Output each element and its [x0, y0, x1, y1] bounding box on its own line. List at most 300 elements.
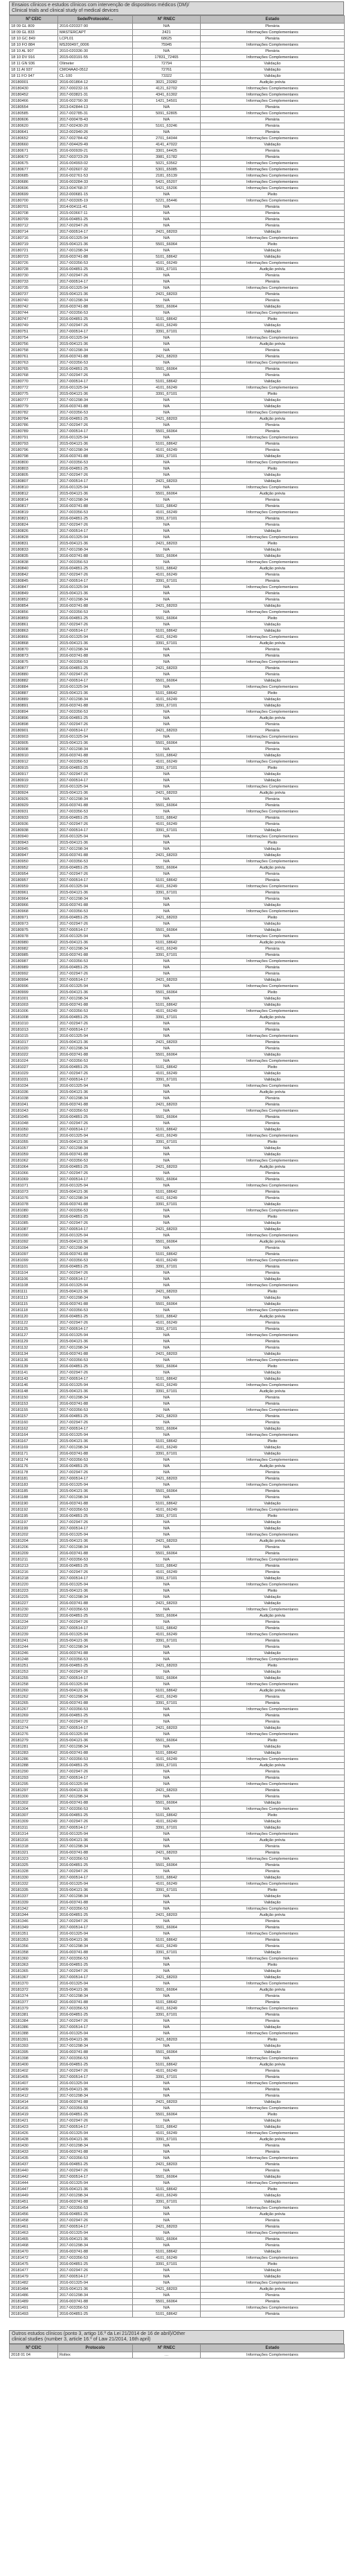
cell-rnec: N/A: [133, 1794, 201, 1800]
cell-protocol: 2017-002947-26: [58, 1570, 133, 1576]
cell-rnec: N/A: [133, 1900, 201, 1906]
cell-ceic: 20181097: [10, 1252, 58, 1258]
cell-protocol: 2017-001298-34: [58, 1245, 133, 1252]
cell-ceic: 20180817: [10, 504, 58, 510]
cell-rnec: 2421_68203: [133, 1725, 201, 1732]
cell-ceic: 18 11 GN 936: [10, 61, 58, 67]
cell-rnec: 5421_65206: [133, 186, 201, 192]
cell-ceic: 20180696: [10, 186, 58, 192]
table-row: [10, 1856, 345, 1863]
cell-rnec: N/A: [133, 223, 201, 229]
cell-ceic: 20181171: [10, 1451, 58, 1457]
cell-ceic: 20181346: [10, 1919, 58, 1925]
cell-protocol: CMO4AA0-0512: [58, 67, 133, 73]
cell-rnec: N/A: [133, 217, 201, 223]
cell-status: Plenária: [201, 2068, 345, 2075]
cell-status: Validação: [201, 778, 345, 784]
cell-status: Plenária: [201, 1850, 345, 1856]
table-row: [10, 1663, 345, 1669]
table-row: [10, 1950, 345, 1956]
cell-rnec: 2421_68203: [133, 1040, 201, 1046]
table-row: [10, 1326, 345, 1333]
cell-ceic: 20181475: [10, 2262, 58, 2268]
cell-rnec: 3391_67101: [133, 1825, 201, 1831]
table-row: [10, 142, 345, 148]
table-row: [10, 2305, 345, 2311]
cell-protocol: 2017-002947-26: [58, 223, 133, 229]
cell-ceic: 20181414: [10, 2099, 58, 2106]
table-row: [10, 1407, 345, 1414]
cell-ceic: 20181038: [10, 1096, 58, 1102]
table-row: [10, 1838, 345, 1844]
cell-rnec: 4101_66249: [133, 1445, 201, 1451]
cell-status: Validação: [201, 1071, 345, 1077]
cell-status: Validação: [201, 1725, 345, 1732]
cell-protocol: 2017-002947-26: [58, 1320, 133, 1326]
cell-protocol: 2016-001325-94: [58, 984, 133, 990]
cell-status: Informações Complementares: [201, 136, 345, 142]
cell-status: Plenária: [201, 1326, 345, 1333]
cell-protocol: 2016-003741-88: [58, 952, 133, 959]
table-row: [10, 634, 345, 641]
table-row: [10, 778, 345, 784]
cell-status: Informações Complementares: [201, 809, 345, 815]
cell-status: Informações Complementares: [201, 610, 345, 616]
cell-ceic: 20181031: [10, 1077, 58, 1083]
cell-ceic: 20180919: [10, 778, 58, 784]
cell-ceic: 20180978: [10, 934, 58, 940]
cell-rnec: 2421_68203: [133, 666, 201, 672]
cell-protocol: 2017-002947-26: [58, 871, 133, 878]
cell-protocol: 2016-003741-88: [58, 2199, 133, 2205]
cell-protocol: 2017-001298-34: [58, 996, 133, 1002]
cell-protocol: 2015-004121-36: [58, 940, 133, 946]
cell-ceic: 20181260: [10, 1688, 58, 1694]
cell-ceic: 20181321: [10, 1850, 58, 1856]
table-row: [10, 73, 345, 80]
cell-status: Pleito: [201, 616, 345, 622]
cell-ceic: 20181304: [10, 1806, 58, 1813]
cell-status: Audição prévia: [201, 416, 345, 423]
cell-ceic: 20180719: [10, 242, 58, 248]
cell-status: Plenária: [201, 1794, 345, 1800]
cell-ceic: 20181188: [10, 1495, 58, 1501]
section2-title: [9, 2330, 344, 2344]
cell-status: Plenária: [201, 1993, 345, 2000]
cell-status: Validação: [201, 1750, 345, 1757]
cell-protocol: 2017-001298-34: [58, 348, 133, 354]
cell-ceic: 20180772: [10, 385, 58, 391]
cell-protocol: 2015-004121-36: [58, 691, 133, 697]
cell-status: Plenária: [201, 1937, 345, 1944]
cell-status: Validação: [201, 1601, 345, 1607]
cell-status: Validação: [201, 903, 345, 909]
cell-status: Plenária: [201, 1563, 345, 1570]
table-row: [10, 1283, 345, 1289]
cell-ceic: 20180775: [10, 391, 58, 398]
cell-ceic: 20181318: [10, 1844, 58, 1850]
cell-protocol: 2017-002947-26: [58, 2118, 133, 2124]
cell-protocol: 2016-001325-94: [58, 335, 133, 341]
cell-status: Informações Complementares: [201, 1258, 345, 1264]
table-row: [10, 285, 345, 292]
cell-ceic: 20180917: [10, 772, 58, 778]
table-row: [10, 722, 345, 728]
table-row: [10, 1520, 345, 1526]
cell-rnec: 2421_68203: [133, 1164, 201, 1171]
cell-status: Pleito: [201, 2037, 345, 2043]
cell-status: Plenária: [201, 348, 345, 354]
cell-ceic: 20180686: [10, 179, 58, 186]
cell-rnec: 5501_66064: [133, 1426, 201, 1432]
cell-ceic: 20181230: [10, 1607, 58, 1613]
cell-status: Informações Complementares: [201, 1383, 345, 1389]
cell-rnec: 4101_66249: [133, 1694, 201, 1700]
cell-rnec: 4101_66249: [133, 759, 201, 765]
cell-rnec: 5501_66064: [133, 1676, 201, 1682]
table-row: [10, 354, 345, 360]
cell-protocol: 2017-000514-17: [58, 429, 133, 435]
table-row: [10, 1588, 345, 1595]
cell-status: Informações Complementares: [201, 167, 345, 173]
cell-ceic: 20181265: [10, 1700, 58, 1707]
cell-protocol: 2016-003741-88: [58, 2149, 133, 2156]
cell-protocol: 2016-004851-25: [58, 1863, 133, 1869]
cell-protocol: 2017-001298-34: [58, 1196, 133, 1202]
table-row: [10, 784, 345, 790]
table-row: [10, 279, 345, 285]
cell-status: Audição prévia: [201, 491, 345, 497]
cell-rnec: 3391_67101: [133, 828, 201, 834]
cell-ceic: 20181066: [10, 1171, 58, 1177]
table-row: [10, 2174, 345, 2180]
cell-ceic: 20180779: [10, 404, 58, 410]
cell-rnec: N/A: [133, 2018, 201, 2025]
cell-protocol: 2017-001298-34: [58, 597, 133, 603]
cell-ceic: 20181099: [10, 1258, 58, 1264]
cell-status: Informações Complementares: [201, 1308, 345, 1314]
cell-ceic: 20180756: [10, 341, 58, 348]
cell-status: Informações Complementares: [201, 959, 345, 965]
cell-protocol: 2016-004851-25: [58, 2162, 133, 2168]
cell-status: Informações Complementares: [201, 585, 345, 591]
cell-protocol: 2017-000514-17: [58, 1825, 133, 1831]
cell-status: Plenária: [201, 1476, 345, 1482]
cell-protocol: 2016-001325-94: [58, 1931, 133, 1937]
cell-rnec: N/A: [133, 1906, 201, 1912]
cell-protocol: 2017-001298-34: [58, 298, 133, 304]
cell-status: Pleito: [201, 915, 345, 921]
cell-rnec: 5501_66064: [133, 1738, 201, 1744]
cell-rnec: N/A: [133, 1370, 201, 1376]
cell-rnec: 3391_67101: [133, 1202, 201, 1208]
table-row: [10, 659, 345, 666]
cell-status: Validação: [201, 996, 345, 1002]
cell-status: Pleito: [201, 1663, 345, 1669]
cell-protocol: 2013-042844-13: [58, 105, 133, 111]
cell-ceic: 20181379: [10, 2006, 58, 2012]
table-row: [10, 2137, 345, 2143]
table-row: [10, 123, 345, 130]
cell-protocol: 2017-001298-34: [58, 747, 133, 753]
cell-ceic: 20181365: [10, 1969, 58, 1975]
cell-rnec: 3391_67101: [133, 267, 201, 273]
cell-protocol: 2016-001325-94: [58, 485, 133, 491]
cell-protocol: 2017-000514-17: [58, 1227, 133, 1233]
table-row: [10, 684, 345, 691]
cell-protocol: 2016-003741-88: [58, 1700, 133, 1707]
cell-rnec: 2421_68203: [133, 416, 201, 423]
cell-rnec: N/A: [133, 921, 201, 927]
cell-rnec: 5101_68642: [133, 1563, 201, 1570]
cell-protocol: 2015-003667-11: [58, 211, 133, 217]
table-row: [10, 1887, 345, 1894]
cell-ceic: 20180936: [10, 821, 58, 828]
cell-status: Plenária: [201, 1121, 345, 1127]
cell-status: Informações Complementares: [201, 55, 345, 61]
table-row: [10, 304, 345, 310]
cell-status: Informações Complementares: [201, 198, 345, 204]
cell-ceic: 20180708: [10, 211, 58, 217]
table-row: [10, 1632, 345, 1638]
cell-rnec: 3391_67101: [133, 329, 201, 335]
cell-ceic: 20180812: [10, 491, 58, 497]
cell-protocol: 2017-001298-34: [58, 1894, 133, 1900]
cell-status: Informações Complementares: [201, 1931, 345, 1937]
cell-protocol: 2017-004429-49: [58, 142, 133, 148]
cell-ceic: 20181090: [10, 1233, 58, 1239]
cell-rnec: 5421_65207: [133, 179, 201, 186]
cell-ceic: 20181083: [10, 1214, 58, 1220]
cell-protocol: 2017-003356-53: [58, 2205, 133, 2212]
cell-ceic: 20181451: [10, 2199, 58, 2205]
cell-ceic: 20180910: [10, 753, 58, 759]
cell-ceic: 20180821: [10, 516, 58, 522]
cell-status: Pleito: [201, 242, 345, 248]
table-row: [10, 317, 345, 323]
cell-rnec: N/A: [133, 1931, 201, 1937]
cell-status: Plenária: [201, 354, 345, 360]
cell-protocol: 2015-004121-36: [58, 1389, 133, 1395]
cell-status: Plenária: [201, 1700, 345, 1707]
cell-rnec: 2421_68203: [133, 977, 201, 984]
cell-ceic: 20181477: [10, 2268, 58, 2274]
cell-ceic: 18 09 GL 833: [10, 30, 58, 36]
cell-ceic: 20181384: [10, 2018, 58, 2025]
cell-status: Audição prévia: [201, 80, 345, 86]
cell-ceic: 20180905: [10, 740, 58, 747]
cell-rnec: 2421_68203: [133, 728, 201, 734]
cell-ceic: 20180915: [10, 765, 58, 772]
cell-ceic: 20180793: [10, 441, 58, 447]
cell-protocol: MS200497_0006: [58, 42, 133, 48]
cell-rnec: N/A: [133, 497, 201, 504]
cell-status: Audição prévia: [201, 341, 345, 348]
cell-status: Validação: [201, 1676, 345, 1682]
table-row: [10, 2230, 345, 2237]
cell-rnec: N/A: [133, 2025, 201, 2031]
cell-ceic: 20181430: [10, 2143, 58, 2149]
cell-status: Informações Complementares: [201, 173, 345, 179]
cell-ceic: 20181022: [10, 1052, 58, 1058]
cell-status: Informações Complementares: [201, 1707, 345, 1713]
cell-rnec: 5101_68642: [133, 2187, 201, 2193]
cell-protocol: 2017-001298-34: [58, 1495, 133, 1501]
cell-rnec: N/A: [133, 610, 201, 616]
table-row: [10, 678, 345, 684]
cell-protocol: 2016-001325-94: [58, 1881, 133, 1887]
cell-status: Validação: [201, 2118, 345, 2124]
cell-rnec: N/A: [133, 1532, 201, 1538]
cell-protocol: 2017-001298-34: [58, 896, 133, 903]
cell-protocol: 2017-001298-34: [58, 497, 133, 504]
cell-protocol: 2016-001325-94: [58, 236, 133, 242]
cell-ceic: 20180852: [10, 597, 58, 603]
table-row: [10, 1944, 345, 1950]
cell-ceic: 20181458: [10, 2218, 58, 2224]
cell-rnec: 5501_66064: [133, 1987, 201, 1993]
cell-rnec: N/A: [133, 909, 201, 915]
cell-protocol: 2016-004851-25: [58, 566, 133, 572]
header-protocol: Protocolo: [58, 2345, 133, 2352]
cell-ceic: 20181391: [10, 2037, 58, 2043]
table-row: [10, 1183, 345, 1189]
table-row: [10, 1002, 345, 1009]
cell-ceic: 20180726: [10, 260, 58, 267]
table-row: [10, 1227, 345, 1233]
cell-protocol: 2015-003191-55: [58, 55, 133, 61]
cell-status: Informações Complementares: [201, 784, 345, 790]
cell-rnec: 5501_66064: [133, 2237, 201, 2243]
table-row: [10, 1214, 345, 1220]
table-row: [10, 728, 345, 734]
cell-protocol: 2016-003284-33: [58, 179, 133, 186]
cell-status: Validação: [201, 1526, 345, 1532]
cell-ceic: 20180926: [10, 797, 58, 803]
cell-ceic: 20181325: [10, 1863, 58, 1869]
cell-status: Plenária: [201, 423, 345, 429]
cell-status: Validação: [201, 1669, 345, 1676]
cell-rnec: N/A: [133, 1919, 201, 1925]
table-row: [10, 24, 345, 30]
table-row: [10, 1644, 345, 1651]
cell-rnec: 2421_68203: [133, 853, 201, 859]
cell-protocol: 2017-000514-17: [58, 578, 133, 585]
table-row: [10, 977, 345, 984]
cell-ceic: 20180952: [10, 865, 58, 871]
cell-ceic: 20181402: [10, 2068, 58, 2075]
cell-status: Audição prévia: [201, 1538, 345, 1545]
cell-status: Informações Complementares: [201, 1083, 345, 1090]
table-row: [10, 1831, 345, 1838]
table-row: [10, 1931, 345, 1937]
cell-status: Informações Complementares: [201, 1432, 345, 1439]
table-row: [10, 1065, 345, 1071]
cell-status: Validação: [201, 2050, 345, 2056]
cell-rnec: N/A: [133, 310, 201, 317]
cell-rnec: 4101_66249: [133, 2068, 201, 2075]
table-row: [10, 759, 345, 765]
table-row: [10, 80, 345, 86]
cell-ceic: 20180777: [10, 398, 58, 404]
cell-status: Validação: [201, 1875, 345, 1881]
cell-status: Plenária: [201, 1788, 345, 1794]
cell-status: Informações Complementares: [201, 1009, 345, 1015]
cell-rnec: 5501_66064: [133, 553, 201, 560]
table-row: [10, 921, 345, 927]
table-row: [10, 1757, 345, 1763]
cell-ceic: 20181486: [10, 2293, 58, 2299]
cell-status: Informações Complementares: [201, 1358, 345, 1364]
cell-status: Validação: [201, 254, 345, 260]
cell-ceic: 20181195: [10, 1513, 58, 1520]
cell-protocol: 2016-001325-94: [58, 1233, 133, 1239]
cell-protocol: 2016-004851-25: [58, 1314, 133, 1320]
cell-protocol: 2016-002790-30: [58, 98, 133, 105]
table-row: [10, 98, 345, 105]
cell-status: Validação: [201, 67, 345, 73]
table-row: [10, 1875, 345, 1881]
cell-protocol: 2017-002947-26: [58, 2268, 133, 2274]
cell-status: Validação: [201, 2174, 345, 2180]
table-row: [10, 479, 345, 485]
cell-status: Plenária: [201, 2168, 345, 2174]
cell-rnec: N/A: [133, 1806, 201, 1813]
cell-status: Plenária: [201, 1021, 345, 1027]
cell-rnec: 5101_68642: [133, 1875, 201, 1881]
cell-status: Informações Complementares: [201, 30, 345, 36]
cell-rnec: N/A: [133, 560, 201, 566]
table-row: [10, 946, 345, 952]
cell-protocol: 2016-004851-25: [58, 1713, 133, 1719]
cell-rnec: 73322: [133, 73, 201, 80]
table-row: [10, 984, 345, 990]
table-row: [10, 30, 345, 36]
cell-ceic: 20181059: [10, 1152, 58, 1158]
cell-ceic: 20181449: [10, 2193, 58, 2199]
cell-protocol: 2016-001325-94: [58, 285, 133, 292]
cell-protocol: 2015-004121-36: [58, 1838, 133, 1844]
cell-protocol: 2015-004121-36: [58, 840, 133, 846]
cell-rnec: 5101_68642: [133, 1189, 201, 1196]
table-row: [10, 223, 345, 229]
cell-rnec: 4101_66249: [133, 1133, 201, 1139]
cell-status: Informações Complementares: [201, 2006, 345, 2012]
table-row: [10, 535, 345, 541]
cell-protocol: 2016-004851-25: [58, 1813, 133, 1819]
table-row: [10, 528, 345, 535]
table-row: [10, 1969, 345, 1975]
cell-protocol: 2017-000514-17: [58, 528, 133, 535]
cell-protocol: 2017-000514-17: [58, 1177, 133, 1183]
cell-protocol: 2016-004851-25: [58, 1065, 133, 1071]
cell-protocol: 2017-001298-34: [58, 1744, 133, 1750]
cell-ceic: 20180889: [10, 697, 58, 703]
cell-rnec: N/A: [133, 373, 201, 379]
cell-rnec: N/A: [133, 1707, 201, 1713]
cell-rnec: N/A: [133, 48, 201, 55]
cell-status: Validação: [201, 772, 345, 778]
table-row: [10, 952, 345, 959]
cell-rnec: N/A: [133, 2268, 201, 2274]
cell-ceic: 20180931: [10, 809, 58, 815]
cell-protocol: 2015-004121-36: [58, 1788, 133, 1794]
table-row: [10, 491, 345, 497]
cell-rnec: N/A: [133, 1457, 201, 1464]
cell-status: Validação: [201, 1077, 345, 1083]
table-row: [10, 1912, 345, 1919]
cell-protocol: 2016-004851-25: [58, 317, 133, 323]
